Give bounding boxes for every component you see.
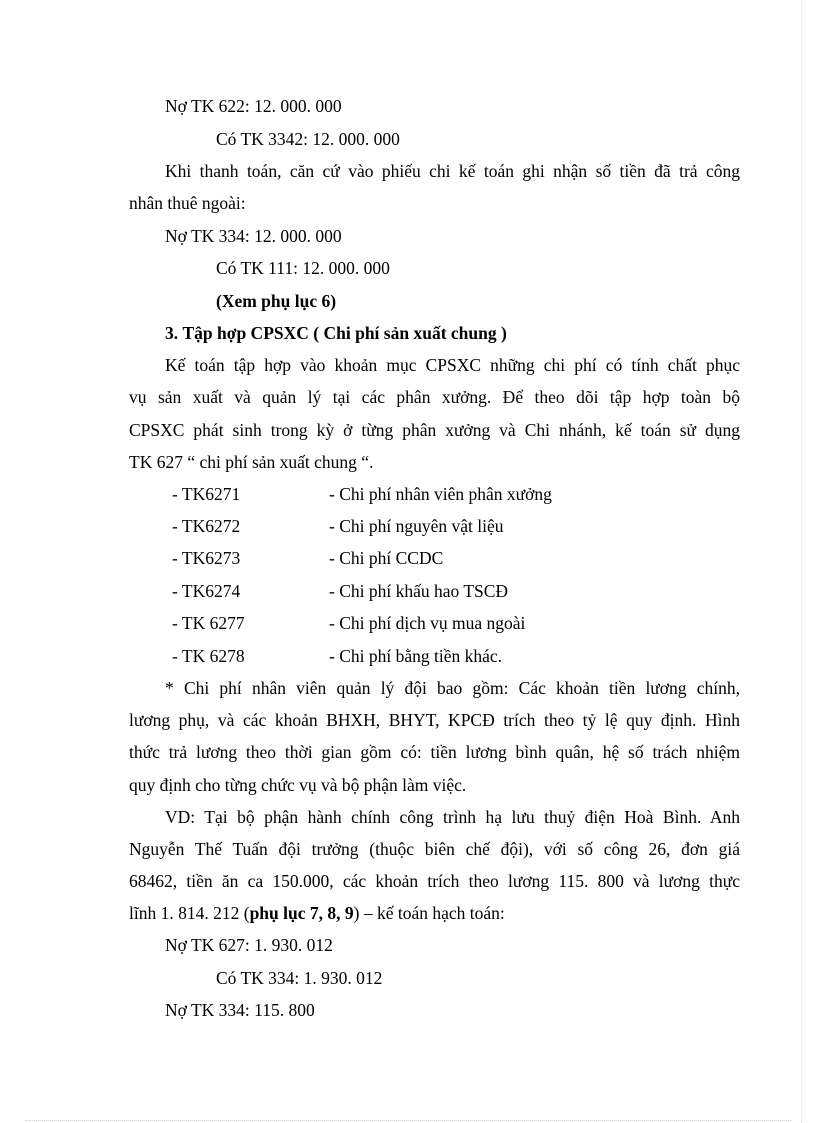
account-code: - TK6273 bbox=[172, 548, 241, 568]
account-code: - TK6271 bbox=[172, 484, 241, 504]
example-line-4-end: ) – kế toán hạch toán: bbox=[353, 903, 505, 923]
intro-paragraph-line-1: Kế toán tập hợp vào khoản mục CPSXC những chi phí có tính chất phục bbox=[165, 355, 740, 375]
account-code: - TK6272 bbox=[172, 516, 241, 536]
page-right-border bbox=[801, 0, 802, 1123]
intro-paragraph-line-3: CPSXC phát sinh trong kỳ ở từng phân xưởng và Chi nhánh, kế toán sử dụng bbox=[129, 420, 740, 440]
example-paragraph-line-3: 68462, tiền ăn ca 150.000, các khoản trích theo lương 115. 800 và lương thực bbox=[129, 871, 740, 891]
entry-credit-111: Có TK 111: 12. 000. 000 bbox=[216, 258, 390, 278]
staff-paragraph-line-1: * Chi phí nhân viên quản lý đội bao gồm: Các khoản tiền lương chính, bbox=[165, 678, 740, 698]
example-line-4-start: lĩnh 1. 814. 212 ( bbox=[129, 903, 250, 923]
entry-credit-3342: Có TK 3342: 12. 000. 000 bbox=[216, 129, 400, 149]
account-description: - Chi phí bằng tiền khác. bbox=[329, 646, 503, 666]
section-number: 3. bbox=[165, 323, 179, 343]
intro-paragraph-line-4: TK 627 “ chi phí sản xuất chung “. bbox=[129, 452, 374, 472]
section-heading bbox=[165, 322, 507, 344]
page-bottom-border bbox=[25, 1120, 791, 1121]
payment-paragraph-line-1: Khi thanh toán, căn cứ vào phiếu chi kế toán ghi nhận số tiền đã trả công bbox=[165, 161, 740, 181]
intro-paragraph-line-2: vụ sản xuất và quản lý tại các phân xưởng. Để theo dõi tập hợp toàn bộ bbox=[129, 387, 740, 407]
appendix-reference: (Xem phụ lục 6) bbox=[216, 291, 337, 311]
entry-debit-622: Nợ TK 622: 12. 000. 000 bbox=[165, 96, 342, 116]
account-description: - Chi phí nhân viên phân xưởng bbox=[329, 484, 552, 504]
staff-paragraph-line-4: quy định cho từng chức vụ và bộ phận làm việc. bbox=[129, 775, 467, 795]
entry-debit-627: Nợ TK 627: 1. 930. 012 bbox=[165, 935, 333, 955]
entry-credit-334: Có TK 334: 1. 930. 012 bbox=[216, 968, 383, 988]
account-description: - Chi phí CCDC bbox=[329, 548, 444, 568]
entry-debit-334-deduction: Nợ TK 334: 115. 800 bbox=[165, 1000, 315, 1020]
staff-paragraph-line-3: thức trả lương theo thời gian gồm có: tiền lương bình quân, hệ số trách nhiệm bbox=[129, 742, 740, 762]
account-description: - Chi phí khấu hao TSCĐ bbox=[329, 581, 509, 601]
account-description: - Chi phí nguyên vật liệu bbox=[329, 516, 504, 536]
example-paragraph-line-1: VD: Tại bộ phận hành chính công trình hạ lưu thuỷ điện Hoà Bình. Anh bbox=[165, 807, 740, 827]
staff-paragraph-line-2: lương phụ, và các khoản BHXH, BHYT, KPCĐ trích theo tỷ lệ quy định. Hình bbox=[129, 710, 740, 730]
account-code: - TK6274 bbox=[172, 581, 241, 601]
example-paragraph-line-2: Nguyễn Thế Tuấn đội trưởng (thuộc biên chế đội), với số công 26, đơn giá bbox=[129, 839, 740, 859]
account-code: - TK 6277 bbox=[172, 613, 245, 633]
example-paragraph-line-4 bbox=[129, 902, 505, 924]
appendix-7-8-9-reference: phụ lục 7, 8, 9 bbox=[249, 903, 354, 923]
account-description: - Chi phí dịch vụ mua ngoài bbox=[329, 613, 526, 633]
account-code: - TK 6278 bbox=[172, 646, 245, 666]
section-title: Tập hợp CPSXC bbox=[182, 323, 309, 343]
payment-paragraph-line-2: nhân thuê ngoài: bbox=[129, 193, 246, 213]
entry-debit-334: Nợ TK 334: 12. 000. 000 bbox=[165, 226, 342, 246]
section-subtitle: ( Chi phí sản xuất chung ) bbox=[313, 323, 507, 343]
